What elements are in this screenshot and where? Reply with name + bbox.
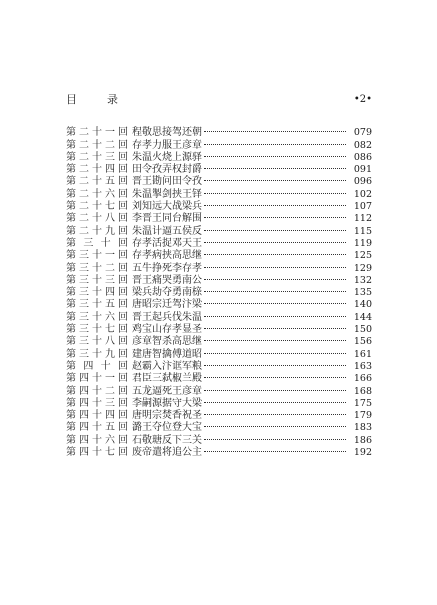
chapter-title: 石敬瑭反下三关: [132, 434, 202, 446]
dot-leader: [203, 357, 347, 369]
dot-leader: [203, 443, 347, 455]
dot-leader: [203, 209, 347, 221]
toc-entry[interactable]: [66, 123, 372, 139]
chapter-page-number: 132: [353, 274, 372, 286]
chapter-title: 晋王勘问田令孜: [132, 176, 202, 188]
chapter-title: 赵霸入汴诓军粮: [132, 360, 202, 372]
dot-leader: [203, 197, 347, 209]
chapter-title: 建唐智擒傅道昭: [132, 348, 202, 360]
chapter-title: 鸡宝山存孝显圣: [132, 324, 202, 336]
dot-leader: [203, 258, 347, 270]
dot-leader: [203, 160, 347, 172]
chapter-number: 第三十五回: [66, 299, 128, 311]
chapter-page-number: 175: [353, 397, 372, 409]
chapter-title: 存孝活捉邓天王: [132, 237, 202, 249]
chapter-page-number: 156: [353, 336, 372, 348]
dot-leader: [203, 234, 347, 246]
chapter-page-number: 144: [353, 311, 372, 323]
dot-leader: [203, 295, 347, 307]
chapter-page-number: 102: [353, 188, 372, 200]
chapter-number: 第二十九回: [66, 225, 128, 237]
dot-leader: [203, 307, 347, 319]
chapter-page-number: 192: [353, 447, 372, 459]
dot-leader: [203, 172, 347, 184]
dot-leader: [203, 369, 347, 381]
dot-leader: [203, 332, 347, 344]
chapter-number: 第 四 十 回: [66, 360, 128, 372]
dot-leader: [203, 394, 347, 406]
dot-leader: [203, 123, 347, 135]
chapter-page-number: 166: [353, 373, 372, 385]
chapter-title: 君臣三弑椒兰殿: [132, 373, 202, 385]
chapter-title: 五牛挣死李存孝: [132, 262, 202, 274]
dot-leader: [203, 246, 347, 258]
chapter-title: 晋王起兵伐朱温: [132, 311, 202, 323]
chapter-number: 第四十六回: [66, 434, 128, 446]
chapter-page-number: 125: [353, 250, 372, 262]
chapter-title: 唐明宗焚香祝圣: [132, 410, 202, 422]
chapter-number: 第三十八回: [66, 336, 128, 348]
chapter-title: 唐昭宗迁驾汴梁: [132, 299, 202, 311]
dot-leader: [203, 320, 347, 332]
chapter-number: 第四十一回: [66, 373, 128, 385]
chapter-number: 第四十四回: [66, 410, 128, 422]
chapter-title: 朱温火烧上源驿: [132, 151, 202, 163]
chapter-number: 第三十七回: [66, 324, 128, 336]
dot-leader: [203, 430, 347, 442]
chapter-title: 梁兵劫夺勇南榇: [132, 287, 202, 299]
chapter-page-number: 186: [353, 434, 372, 446]
chapter-page-number: 107: [353, 201, 372, 213]
chapter-number: 第四十五回: [66, 422, 128, 434]
page-header: [66, 92, 372, 108]
dot-leader: [203, 406, 347, 418]
chapter-page-number: 179: [353, 410, 372, 422]
chapter-title: 存孝病挟高思继: [132, 250, 202, 262]
chapter-number: 第 三 十 回: [66, 237, 128, 249]
chapter-number: 第二十一回: [66, 127, 128, 139]
chapter-page-number: 112: [353, 213, 372, 225]
chapter-page-number: 168: [353, 385, 372, 397]
chapter-number: 第四十二回: [66, 385, 128, 397]
page-number: •2•: [353, 94, 372, 105]
chapter-title: 刘知远大战梁兵: [132, 201, 202, 213]
chapter-page-number: 163: [353, 360, 372, 372]
dot-leader: [203, 344, 347, 356]
chapter-title: 存孝力服王彦章: [132, 139, 202, 151]
chapter-title: 朱温掣剑挟王铎: [132, 188, 202, 200]
chapter-number: 第二十五回: [66, 176, 128, 188]
chapter-page-number: 140: [353, 299, 372, 311]
chapter-page-number: 129: [353, 262, 372, 274]
chapter-title: 田令孜弄权封爵: [132, 164, 202, 176]
dot-leader: [203, 184, 347, 196]
chapter-page-number: 183: [353, 422, 372, 434]
chapter-page-number: 119: [353, 237, 372, 249]
chapter-page-number: 079: [353, 127, 372, 139]
chapter-number: 第四十七回: [66, 447, 128, 459]
chapter-title: 废帝遣将追公主: [132, 447, 202, 459]
chapter-number: 第四十三回: [66, 397, 128, 409]
chapter-page-number: 091: [353, 164, 372, 176]
chapter-number: 第二十七回: [66, 201, 128, 213]
chapter-page-number: 150: [353, 324, 372, 336]
dot-leader: [203, 148, 347, 160]
chapter-page-number: 082: [353, 139, 372, 151]
chapter-title: 李嗣源据守大梁: [132, 397, 202, 409]
chapter-page-number: 086: [353, 151, 372, 163]
chapter-number: 第三十三回: [66, 274, 128, 286]
chapter-page-number: 096: [353, 176, 372, 188]
chapter-title: 五龙逼死王彦章: [132, 385, 202, 397]
chapter-number: 第二十二回: [66, 139, 128, 151]
chapter-number: 第三十二回: [66, 262, 128, 274]
chapter-title: 彦章智杀高思继: [132, 336, 202, 348]
chapter-title: 李晋王同台解围: [132, 213, 202, 225]
dot-leader: [203, 135, 347, 147]
chapter-number: 第二十六回: [66, 188, 128, 200]
chapter-title: 朱温计逼五侯反: [132, 225, 202, 237]
dot-leader: [203, 271, 347, 283]
chapter-number: 第二十三回: [66, 151, 128, 163]
dot-leader: [203, 283, 347, 295]
chapter-number: 第三十九回: [66, 348, 128, 360]
chapter-number: 第二十四回: [66, 164, 128, 176]
chapter-page-number: 115: [353, 225, 372, 237]
chapter-page-number: 161: [353, 348, 372, 360]
chapter-number: 第三十一回: [66, 250, 128, 262]
dot-leader: [203, 381, 347, 393]
chapter-number: 第三十四回: [66, 287, 128, 299]
dot-leader: [203, 418, 347, 430]
dot-leader: [203, 221, 347, 233]
chapter-page-number: 135: [353, 287, 372, 299]
chapter-number: 第二十八回: [66, 213, 128, 225]
chapter-number: 第三十六回: [66, 311, 128, 323]
chapter-title: 潞王夺位登大宝: [132, 422, 202, 434]
chapter-title: 程敬思接驾还朝: [132, 127, 202, 139]
toc-heading: 目录: [66, 93, 148, 106]
chapter-title: 晋王痛哭勇南公: [132, 274, 202, 286]
table-of-contents: [66, 123, 372, 459]
